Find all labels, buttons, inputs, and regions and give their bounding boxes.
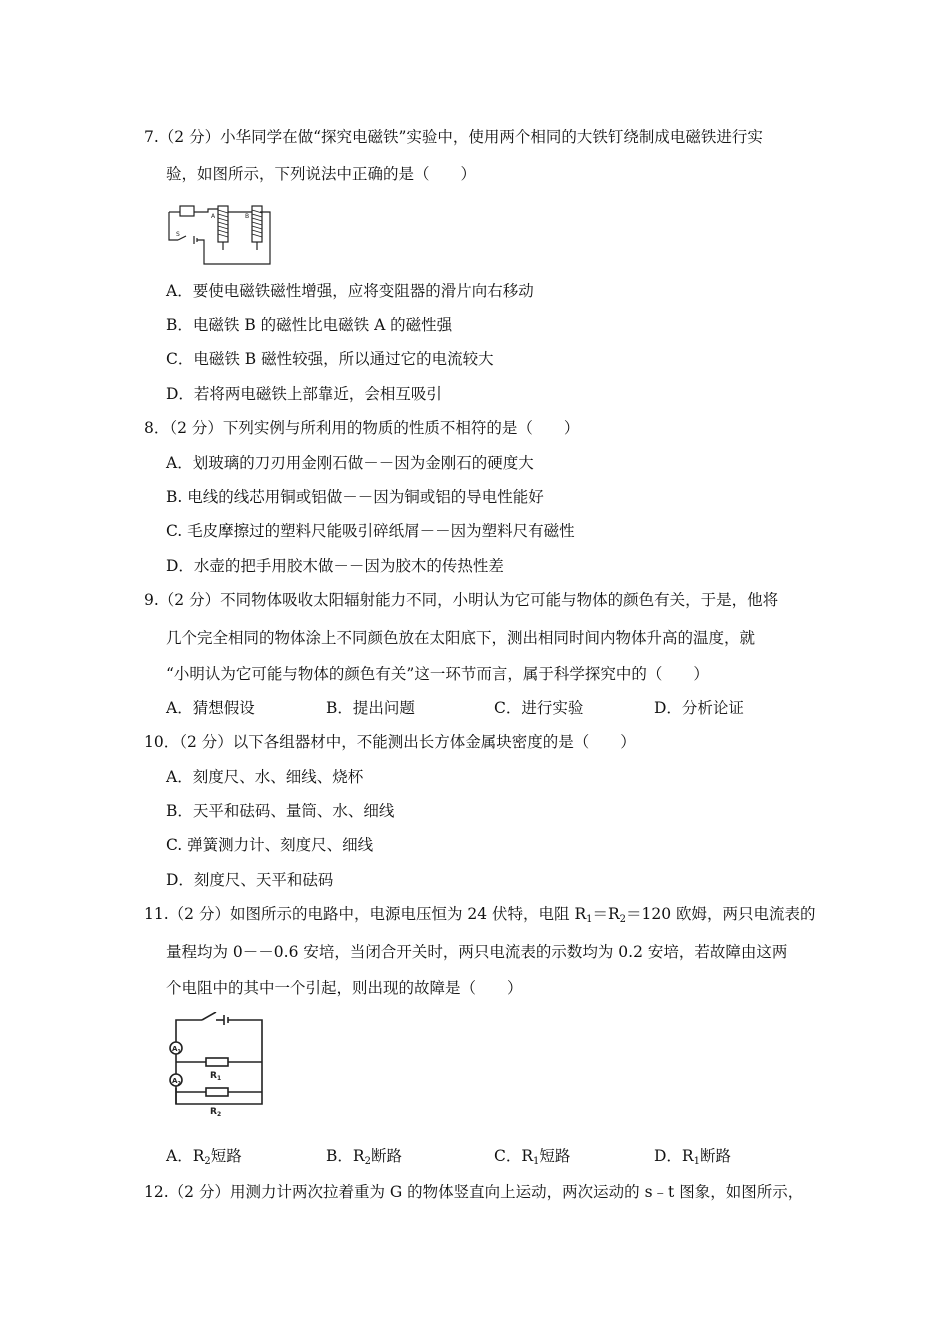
q9-options — [166, 697, 806, 719]
q11-stem-line2: 量程均为 0－－0.6 安培，当闭合开关时，两只电流表的示数均为 0.2 安培，若故障由这两 — [166, 943, 788, 961]
q8-option-b: B. 电线的线芯用铜或铝做－－因为铜或铝的导电性能好 — [166, 488, 544, 506]
q7-label-s: S — [176, 231, 180, 238]
q10-option-c: C. 弹簧测力计、刻度尺、细线 — [166, 836, 374, 854]
q11-circuit-figure — [166, 1012, 266, 1118]
q8-stem: 8．（2 分）下列实例与所利用的物质的性质不相符的是（ ） — [144, 419, 580, 437]
q11-sub-2: 2 — [619, 914, 627, 925]
q10-stem: 10．（2 分）以下各组器材中，不能测出长方体金属块密度的是（ ） — [144, 733, 636, 751]
q11-stem-line1 — [144, 903, 816, 931]
q10-option-b: B．天平和砝码、量筒、水、细线 — [166, 802, 395, 820]
q11-sub-1: 1 — [586, 914, 593, 925]
q11-option-d: D．$R_1$断路 — [654, 1147, 731, 1167]
q10-option-d: D．刻度尺、天平和砝码 — [166, 871, 334, 889]
q11-option-a: A．$R_2$短路 — [166, 1147, 242, 1167]
q9-option-a: A．猜想假设 — [166, 699, 255, 717]
q7-option-c: C．电磁铁 B 磁性较强，所以通过它的电流较大 — [166, 350, 494, 368]
q11-option-c: C．$R_1$短路 — [494, 1147, 571, 1167]
q11-stem-post: ＝120 欧姆，两只电流表的 — [626, 905, 816, 923]
q9-stem-line3: “小明认为它可能与物体的颜色有关”这一环节而言，属于科学探究中的（ ） — [166, 665, 709, 683]
q11-r1-label: $R_1$ — [210, 1071, 222, 1082]
q8-option-d: D．水壶的把手用胶木做－－因为胶木的传热性差 — [166, 557, 504, 575]
q12-stem-line1: 12.（2 分）用测力计两次拉着重为 G 的物体竖直向上运动，两次运动的 s﹣t 图象，如图所示， — [144, 1183, 804, 1201]
q7-label-a: A — [211, 213, 216, 220]
q9-option-c: C．进行实验 — [494, 699, 584, 717]
q11-stem-mid: ＝R — [592, 905, 620, 923]
q9-stem-line1: 9.（2 分）不同物体吸收太阳辐射能力不同，小明认为它可能与物体的颜色有关，于是，他将 — [144, 591, 779, 609]
q8-option-a: A．划玻璃的刀刃用金刚石做－－因为金刚石的硬度大 — [166, 454, 534, 472]
q7-option-a: A．要使电磁铁磁性增强，应将变阻器的滑片向右移动 — [166, 282, 534, 300]
q11-ammeter-a1-label: $A_1$ — [172, 1045, 181, 1055]
q7-stem-line2: 验，如图所示，下列说法中正确的是（ ） — [166, 165, 477, 183]
q10-option-a: A．刻度尺、水、细线、烧杯 — [166, 768, 364, 786]
q7-label-b: B — [245, 213, 250, 220]
q11-stem-pre: 11.（2 分）如图所示的电路中，电源电压恒为 24 伏特，电阻 R — [144, 905, 587, 923]
q7-stem-line1: 7.（2 分）小华同学在做“探究电磁铁”实验中，使用两个相同的大铁钉绕制成电磁铁进行实 — [144, 128, 763, 146]
q11-ammeter-a2-label: $A_2$ — [172, 1077, 181, 1087]
q11-options — [166, 1145, 806, 1167]
q9-stem-line2: 几个完全相同的物体涂上不同颜色放在太阳底下，测出相同时间内物体升高的温度，就 — [166, 629, 756, 647]
q8-option-c: C. 毛皮摩擦过的塑料尺能吸引碎纸屑－－因为塑料尺有磁性 — [166, 522, 575, 540]
q7-option-d: D．若将两电磁铁上部靠近，会相互吸引 — [166, 385, 442, 403]
q11-r2-label: $R_2$ — [210, 1107, 222, 1118]
q7-electromagnet-figure — [166, 198, 278, 270]
q11-option-b: B．$R_2$断路 — [326, 1147, 402, 1167]
q7-option-b: B．电磁铁 B 的磁性比电磁铁 A 的磁性强 — [166, 316, 453, 334]
q9-option-b: B．提出问题 — [326, 699, 415, 717]
q11-stem-line3: 个电阻中的其中一个引起，则出现的故障是（ ） — [166, 979, 523, 997]
q9-option-d: D．分析论证 — [654, 699, 744, 717]
